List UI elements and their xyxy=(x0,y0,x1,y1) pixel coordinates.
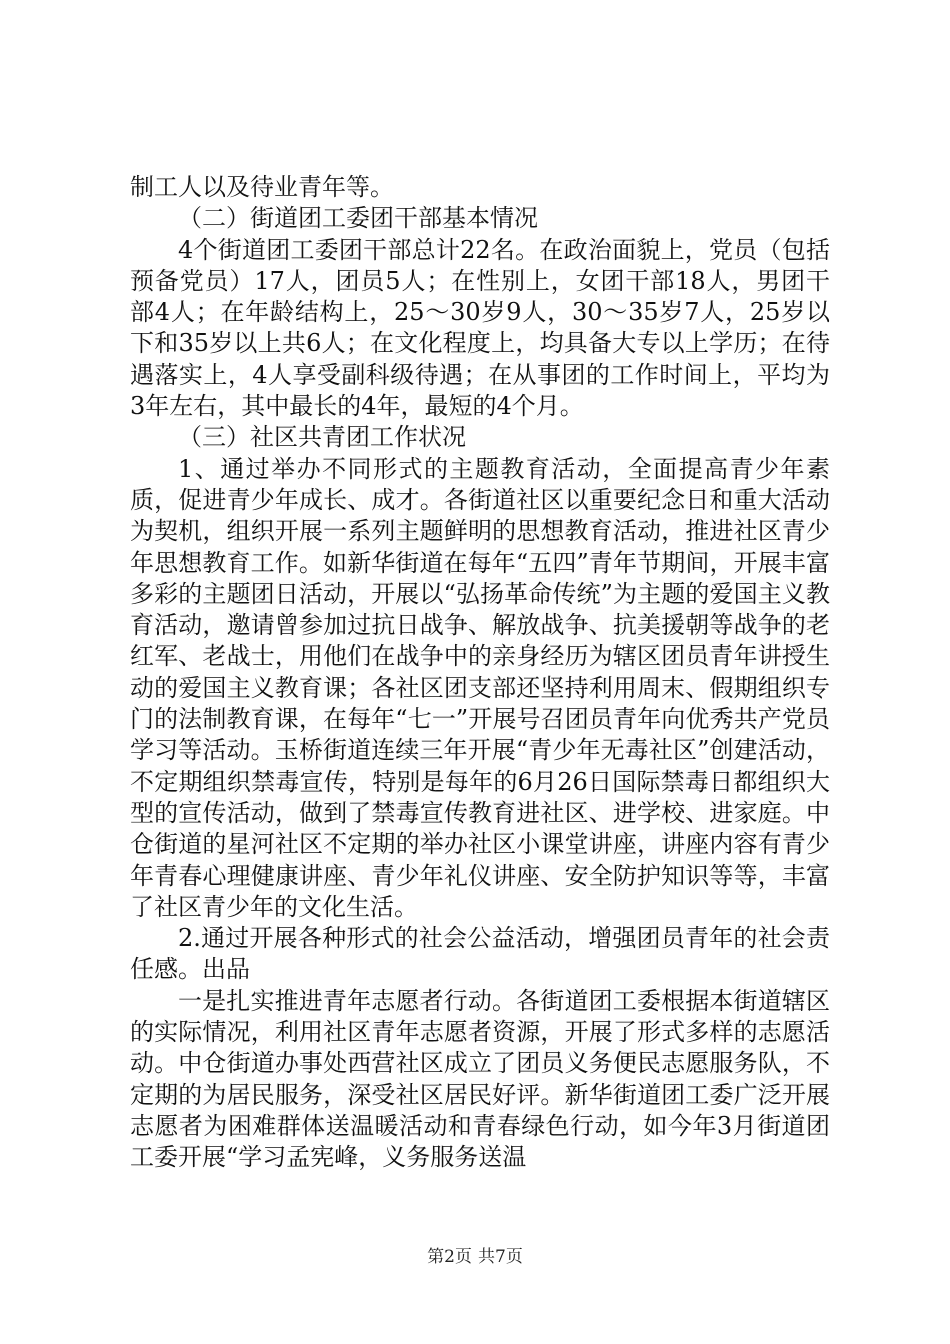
page-total: 共7页 xyxy=(478,1247,523,1267)
document-body xyxy=(130,172,830,1174)
page-number: 第2页 xyxy=(427,1247,472,1267)
section-heading-2: （二）街道团工委团干部基本情况 xyxy=(178,204,538,233)
paragraph-volunteer: 一是扎实推进青年志愿者行动。各街道团工委根据本街道辖区的实际情况，利用社区青年志愿者资源，开展了形式多样的志愿活动。中仓街道办事处西营社区成立了团员义务便民志愿服务队，不定期的为居民服务，深受社区居民好评。新华街道团工委广泛开展志愿者为困难群体送温暖活动和青春绿色行动，如今年3月街道团工委开展“学习孟宪峰，义务服务送温 xyxy=(130,986,830,1172)
paragraph-cadre-stats: 4个街道团工委团干部总计22名。在政治面貌上，党员（包括预备党员）17人，团员5人；在性别上，女团干部18人，男团干部4人；在年龄结构上，25～30岁9人，30～35岁7人，25岁以下和35岁以上共6人；在文化程度上，均具备大专以上学历；在待遇落实上，4人享受副科级待遇；在从事团的工作时间上，平均为3年左右，其中最长的4年，最短的4个月。 xyxy=(130,235,830,421)
paragraph-continuation: 制工人以及待业青年等。 xyxy=(130,173,394,201)
section-heading-3: （三）社区共青团工作状况 xyxy=(178,423,466,452)
page-footer xyxy=(0,1242,950,1267)
paragraph-theme-education: 1、通过举办不同形式的主题教育活动，全面提高青少年素质，促进青少年成长、成才。各街道社区以重要纪念日和重大活动为契机，组织开展一系列主题鲜明的思想教育活动，推进社区青少年思想教育工作。如新华街道在每年“五四”青年节期间，开展丰富多彩的主题团日活动，开展以“弘扬革命传统”为主题的爱国主义教育活动，邀请曾参加过抗日战争、解放战争、抗美援朝等战争的老红军、老战士，用他们在战争中的亲身经历为辖区团员青年讲授生动的爱国主义教育课；各社区团支部还坚持利用周末、假期组织专门的法制教育课，在每年“七一”开展号召团员青年向优秀共产党员学习等活动。玉桥街道连续三年开展“青少年无毒社区”创建活动，不定期组织禁毒宣传，特别是每年的6月26日国际禁毒日都组织大型的宣传活动，做到了禁毒宣传教育进社区、进学校、进家庭。中仓街道的星河社区不定期的举办社区小课堂讲座，讲座内容有青少年青春心理健康讲座、青少年礼仪讲座、安全防护知识等等，丰富了社区青少年的文化生活。 xyxy=(130,454,830,921)
paragraph-public-welfare: 2.通过开展各种形式的社会公益活动，增强团员青年的社会责任感。出品 xyxy=(130,924,830,984)
